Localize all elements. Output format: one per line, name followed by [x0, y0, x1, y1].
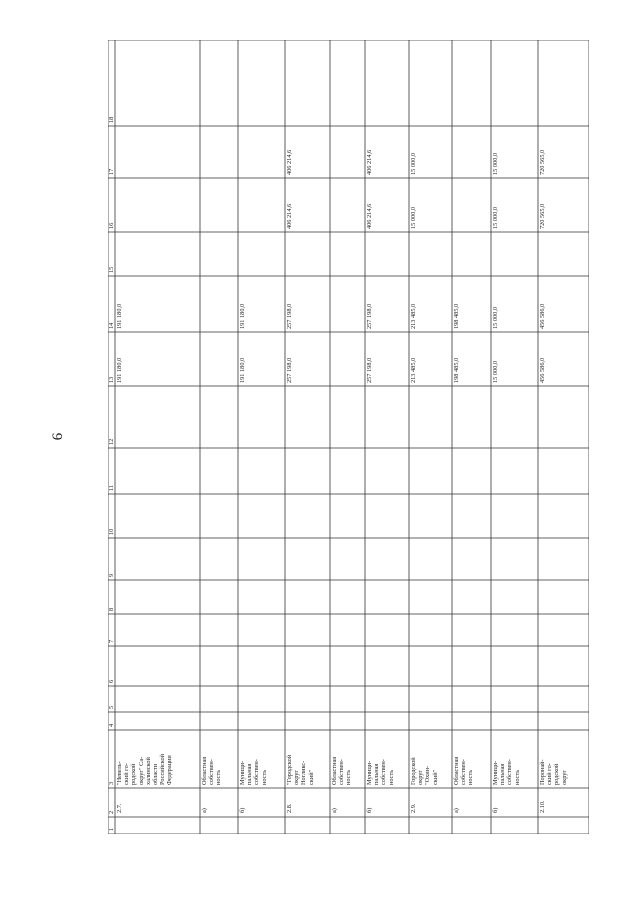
column-header-14: 14 — [108, 322, 115, 329]
cell-c14: 15 000,0 — [492, 306, 499, 329]
row-number: б) — [239, 807, 246, 813]
column-header-1: 1 — [108, 827, 115, 831]
row-name-line: собствен- — [338, 759, 346, 785]
cell-c14: 456 586,0 — [539, 303, 546, 329]
row-name-line: пальная — [373, 763, 381, 785]
row-number: 2.8. — [286, 803, 293, 813]
cell-c16: 15 000,0 — [410, 206, 417, 229]
row-name-line: "Городской — [286, 754, 293, 785]
cell-c16: 406 214,6 — [366, 203, 373, 229]
cell-c13: 257 198,0 — [286, 357, 293, 383]
row-name-line: Поронай- — [539, 759, 546, 785]
row-number: а) — [201, 808, 208, 813]
row-number: б) — [366, 807, 373, 813]
column-header-12: 12 — [108, 438, 115, 445]
row-name-line: халинской — [144, 757, 152, 785]
row-name-line: ский" — [307, 769, 315, 785]
column-header-3: 3 — [108, 781, 115, 785]
column-header-17: 17 — [108, 168, 115, 175]
row-name-line: "Охин- — [424, 765, 432, 785]
cell-c13: 213 485,0 — [410, 357, 417, 383]
cell-c13: 15 000,0 — [492, 360, 499, 383]
row-name-line: ность — [260, 769, 268, 785]
column-header-10: 10 — [108, 528, 115, 535]
column-header-18: 18 — [108, 116, 115, 123]
row-name-line: Российской — [159, 753, 167, 785]
row-number: 2.10. — [539, 800, 546, 813]
cell-c14: 257 198,0 — [366, 303, 373, 329]
row-name-line: пальная — [499, 763, 507, 785]
column-header-13: 13 — [108, 376, 115, 383]
cell-c13: 198 485,0 — [453, 357, 460, 383]
row-name-line: Муници- — [239, 760, 246, 785]
row-name-line: ность — [387, 769, 395, 785]
row-number: а) — [331, 808, 338, 813]
row-name-line: Областная — [331, 756, 338, 785]
table-grid — [108, 40, 589, 834]
row-number: б) — [492, 807, 499, 813]
cell-c17: 406 214,6 — [366, 149, 373, 175]
cell-c17: 406 214,6 — [286, 149, 293, 175]
cell-c16: 406 214,6 — [286, 203, 293, 229]
row-name-line: собствен- — [253, 759, 261, 785]
column-header-11: 11 — [108, 484, 115, 491]
column-header-9: 9 — [108, 573, 115, 577]
row-name-line: Ногликс- — [300, 760, 308, 785]
cell-c17: 15 000,0 — [492, 152, 499, 175]
row-name-line: ский го- — [123, 763, 131, 785]
row-name-line: области — [152, 763, 159, 785]
column-header-6: 6 — [108, 679, 115, 683]
row-name-line: ность — [467, 769, 475, 785]
row-name-line: Федерации — [166, 755, 174, 785]
row-number: 2.9. — [410, 803, 417, 813]
column-header-8: 8 — [108, 607, 115, 611]
row-name-line: Областная — [453, 756, 460, 785]
cell-c13: 456 586,0 — [539, 357, 546, 383]
cell-c14: 257 198,0 — [286, 303, 293, 329]
row-name-line: округ" Са- — [137, 756, 145, 785]
cell-c14: 213 485,0 — [410, 303, 417, 329]
row-name-line: ность — [215, 769, 223, 785]
row-name-line: собствен- — [506, 759, 514, 785]
cell-c14: 191 180,0 — [116, 303, 123, 329]
column-header-5: 5 — [108, 705, 115, 709]
column-header-2: 2 — [108, 810, 115, 814]
column-header-7: 7 — [108, 639, 115, 643]
data-table — [108, 40, 589, 834]
row-name-line: собствен- — [380, 759, 388, 785]
row-name-line: Областная — [201, 756, 208, 785]
row-name-line: родской — [553, 763, 561, 785]
row-name-line: ский" — [431, 769, 439, 785]
row-name-line: родской — [130, 763, 138, 785]
row-name-line: округ — [417, 769, 425, 785]
cell-c13: 191 180,0 — [239, 357, 246, 383]
column-header-16: 16 — [108, 222, 115, 229]
row-name-line: пальная — [246, 763, 254, 785]
row-name-line: округ — [293, 769, 301, 785]
cell-c16: 15 000,0 — [492, 206, 499, 229]
row-name-line: собствен- — [208, 759, 216, 785]
row-name-line: ский го- — [546, 763, 554, 785]
column-header-4: 4 — [108, 723, 115, 727]
row-name-line: ность — [345, 769, 353, 785]
cell-c17: 720 565,0 — [539, 149, 546, 175]
page-number: 9 — [48, 432, 65, 441]
row-name-line: округ — [560, 769, 568, 785]
row-name-line: "Невель- — [116, 761, 123, 785]
cell-c14: 198 485,0 — [453, 303, 460, 329]
cell-c16: 720 565,0 — [539, 203, 546, 229]
row-name-line: Городской — [410, 757, 417, 785]
row-number: 2.7. — [116, 803, 123, 813]
cell-c14: 191 180,0 — [239, 303, 246, 329]
row-name-line: Муници- — [492, 760, 499, 785]
row-name-line: Муници- — [366, 760, 373, 785]
row-name-line: ность — [513, 769, 521, 785]
row-name-line: собствен- — [460, 759, 468, 785]
cell-c17: 15 000,0 — [410, 152, 417, 175]
row-number: а) — [453, 808, 460, 813]
column-header-15: 15 — [108, 266, 115, 273]
cell-c13: 257 198,0 — [366, 357, 373, 383]
cell-c13: 191 180,0 — [116, 357, 123, 383]
